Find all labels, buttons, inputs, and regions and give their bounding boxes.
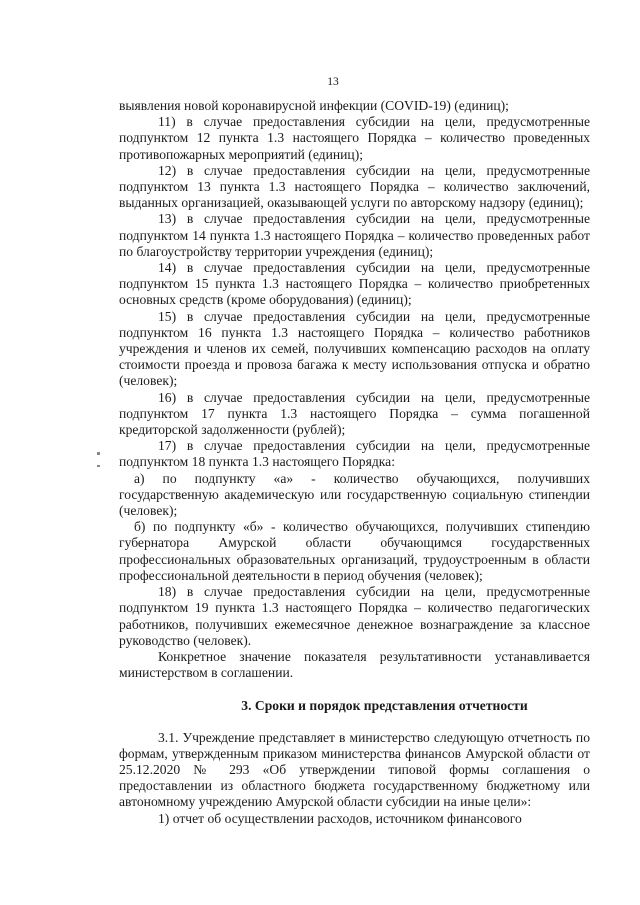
paragraph-indicator-note: Конкретное значение показателя результативности устанавливается министерством в соглашении. <box>119 648 590 681</box>
paragraph-3-1: 3.1. Учреждение представляет в министерство следующую отчетность по формам, утвержденным приказом министерства финансов Амурской области от 25.12.2020 № 293 «Об утверждении типовой формы соглашения о предоставлении из областного бюджета государственному бюджетному или автономному учреждению Амурской области субсидии на иные цели»: <box>119 729 590 810</box>
paragraph-item-14: 14) в случае предоставления субсидии на цели, предусмотренные подпунктом 15 пункта 1.3 настоящего Порядка – количество приобретенных основных средств (кроме оборудования) (единиц); <box>119 260 590 308</box>
section-title: 3. Сроки и порядок представления отчетности <box>241 698 528 714</box>
paragraph-continuation: выявления новой коронавирусной инфекции (COVID-19) (единиц); <box>119 98 509 113</box>
document-body <box>119 98 590 827</box>
scan-artifact-mark <box>97 465 100 467</box>
paragraph-item-13: 13) в случае предоставления субсидии на цели, предусмотренные подпунктом 14 пункта 1.3 настоящего Порядка – количество проведенных работ по благоустройству территории учреждения (единиц); <box>119 211 590 259</box>
paragraph-subitem-b: б) по подпункту «б» - количество обучающихся, получивших стипендию губернатора Амурской области обучающимся государственных профессиональных образовательных организаций, трудоустроенным в области профессиональной деятельности в период обучения (человек); <box>119 519 590 583</box>
scan-artifact-mark <box>97 452 100 455</box>
paragraph-item-18: 18) в случае предоставления субсидии на цели, предусмотренные подпунктом 19 пункта 1.3 настоящего Порядка – количество педагогических работников, получивших ежемесячное денежное вознаграждение за классное руководство (человек). <box>119 584 590 648</box>
paragraph-item-16: 16) в случае предоставления субсидии на цели, предусмотренные подпунктом 17 пункта 1.3 настоящего Порядка – сумма погашенной кредиторской задолженности (рублей); <box>119 389 590 438</box>
paragraph-report-item-1: 1) отчет об осуществлении расходов, источником финансового <box>158 810 522 826</box>
page-number: 13 <box>327 76 339 88</box>
paragraph-item-17: 17) в случае предоставления субсидии на цели, предусмотренные подпунктом 18 пункта 1.3 настоящего Порядка: <box>119 438 590 470</box>
paragraph-subitem-a: а) по подпункту «а» - количество обучающихся, получивших государственную академическую или государственную социальную стипендии (человек); <box>119 470 590 519</box>
paragraph-item-12: 12) в случае предоставления субсидии на цели, предусмотренные подпунктом 13 пункта 1.3 настоящего Порядка – количество заключений, выданных организацией, оказывающей услуги по авторскому надзору (единиц); <box>119 162 590 211</box>
paragraph-item-11: 11) в случае предоставления субсидии на цели, предусмотренные подпунктом 12 пункта 1.3 настоящего Порядка – количество проведенных противопожарных мероприятий (единиц); <box>119 114 590 162</box>
paragraph-item-15: 15) в случае предоставления субсидии на цели, предусмотренные подпунктом 16 пункта 1.3 настоящего Порядка – количество работников учреждения и членов их семей, получивших компенсацию расходов на оплату стоимости проезда и провоза багажа к месту использования отпуска и обратно (человек); <box>119 308 590 389</box>
